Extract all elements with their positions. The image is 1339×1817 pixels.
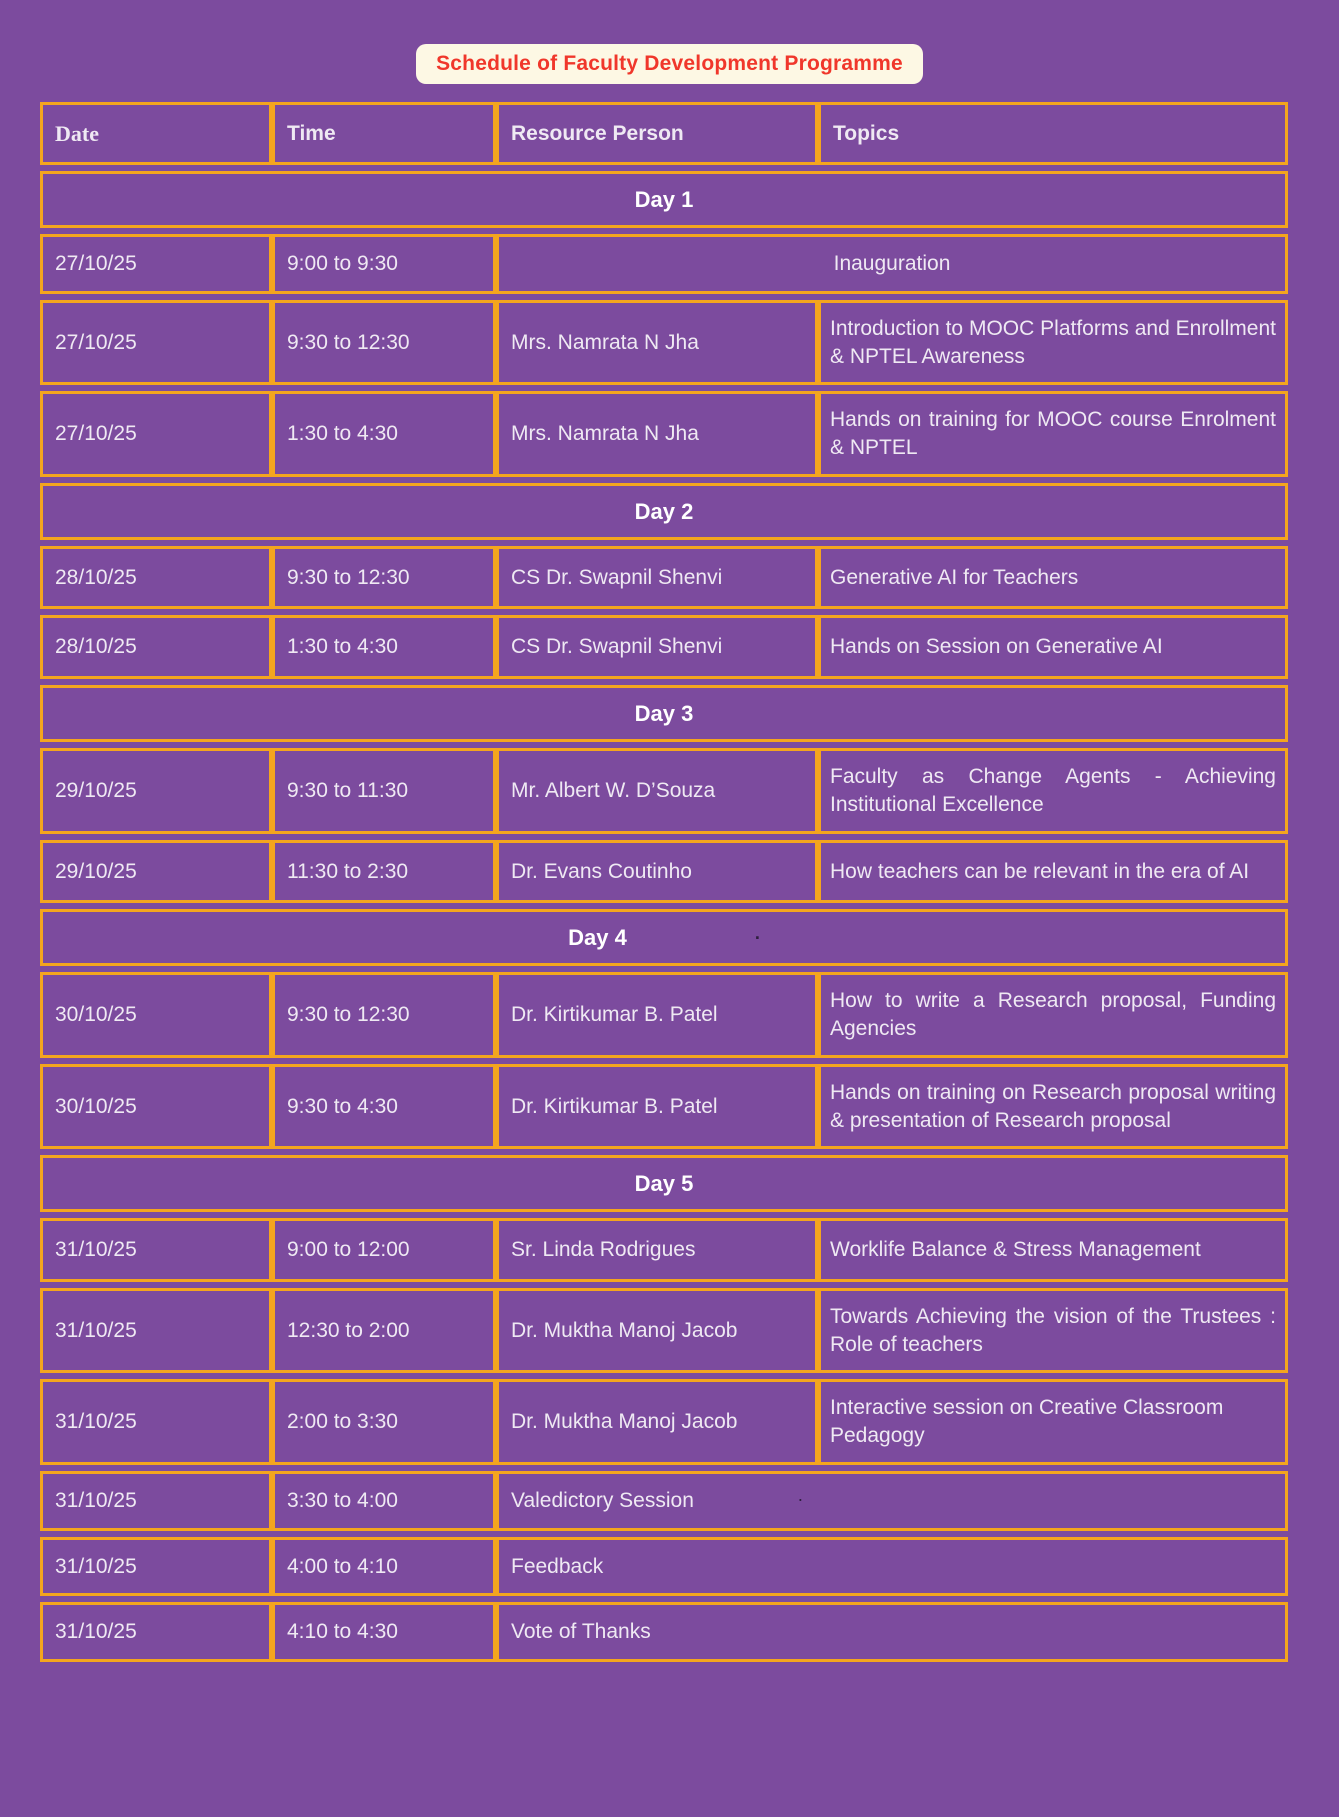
day-section-row xyxy=(40,1155,1288,1212)
date-cell: 31/10/25 xyxy=(40,1602,272,1662)
schedule-row xyxy=(40,840,1288,904)
header-row xyxy=(40,102,1288,165)
time-cell: 9:30 to 12:30 xyxy=(272,300,496,385)
stray-dot-artifact: . xyxy=(754,923,760,944)
time-cell: 12:30 to 2:00 xyxy=(272,1288,496,1373)
date-cell: 31/10/25 xyxy=(40,1288,272,1373)
day-label: Day 4 . xyxy=(40,909,1288,966)
person-cell: Sr. Linda Rodrigues xyxy=(496,1218,818,1282)
person-cell: Mrs. Namrata N Jha xyxy=(496,300,818,385)
topic-cell: Introduction to MOOC Platforms and Enrollment & NPTEL Awareness xyxy=(818,300,1288,385)
time-cell: 9:00 to 12:00 xyxy=(272,1218,496,1282)
day-section-row xyxy=(40,909,1288,966)
date-cell: 31/10/25 xyxy=(40,1537,272,1597)
date-cell: 31/10/25 xyxy=(40,1218,272,1282)
person-cell: Dr. Muktha Manoj Jacob xyxy=(496,1379,818,1464)
column-header-time: Time xyxy=(272,102,496,165)
time-cell: 2:00 to 3:30 xyxy=(272,1379,496,1464)
topic-cell: How to write a Research proposal, Funding Agencies xyxy=(818,972,1288,1057)
schedule-row xyxy=(40,391,1288,476)
date-cell: 29/10/25 xyxy=(40,840,272,904)
schedule-row xyxy=(40,300,1288,385)
date-cell: 31/10/25 xyxy=(40,1379,272,1464)
time-cell: 9:30 to 12:30 xyxy=(272,972,496,1057)
day-section-row xyxy=(40,685,1288,742)
time-cell: 9:30 to 4:30 xyxy=(272,1064,496,1149)
time-cell: 4:10 to 4:30 xyxy=(272,1602,496,1662)
column-header-date: Date xyxy=(40,102,272,165)
date-cell: 30/10/25 xyxy=(40,1064,272,1149)
day-section-row xyxy=(40,483,1288,540)
time-cell: 4:00 to 4:10 xyxy=(272,1537,496,1597)
date-cell: 28/10/25 xyxy=(40,615,272,679)
stray-dot-artifact: . xyxy=(797,1484,803,1505)
topic-cell: Faculty as Change Agents - Achieving Institutional Excellence xyxy=(818,748,1288,833)
day-label: Day 2 xyxy=(40,483,1288,540)
topic-cell: Generative AI for Teachers xyxy=(818,546,1288,610)
date-cell: 29/10/25 xyxy=(40,748,272,833)
date-cell: 31/10/25 xyxy=(40,1471,272,1531)
time-cell: 9:30 to 12:30 xyxy=(272,546,496,610)
schedule-row xyxy=(40,546,1288,610)
time-cell: 1:30 to 4:30 xyxy=(272,391,496,476)
person-cell: Mr. Albert W. D’Souza xyxy=(496,748,818,833)
schedule-row xyxy=(40,615,1288,679)
person-cell: Dr. Evans Coutinho xyxy=(496,840,818,904)
day-label: Day 1 xyxy=(40,171,1288,228)
schedule-row xyxy=(40,972,1288,1057)
schedule-row xyxy=(40,748,1288,833)
schedule-row xyxy=(40,234,1288,294)
event-cell: Vote of Thanks xyxy=(496,1602,1288,1662)
event-cell: Valedictory Session . xyxy=(496,1471,1288,1531)
topic-cell: Hands on Session on Generative AI xyxy=(818,615,1288,679)
day-label: Day 3 xyxy=(40,685,1288,742)
topic-cell: Hands on training for MOOC course Enrolment & NPTEL xyxy=(818,391,1288,476)
time-cell: 1:30 to 4:30 xyxy=(272,615,496,679)
time-cell: 9:30 to 11:30 xyxy=(272,748,496,833)
day-section-row xyxy=(40,171,1288,228)
person-cell: Mrs. Namrata N Jha xyxy=(496,391,818,476)
topic-cell: Interactive session on Creative Classroom Pedagogy xyxy=(818,1379,1288,1464)
person-cell: Dr. Kirtikumar B. Patel xyxy=(496,1064,818,1149)
schedule-row xyxy=(40,1218,1288,1282)
topic-cell: How teachers can be relevant in the era of AI xyxy=(818,840,1288,904)
time-cell: 3:30 to 4:00 xyxy=(272,1471,496,1531)
column-header-resource-person: Resource Person xyxy=(496,102,818,165)
date-cell: 30/10/25 xyxy=(40,972,272,1057)
person-cell: Dr. Muktha Manoj Jacob xyxy=(496,1288,818,1373)
date-cell: 27/10/25 xyxy=(40,234,272,294)
topic-cell: Worklife Balance & Stress Management xyxy=(818,1218,1288,1282)
day-label: Day 5 xyxy=(40,1155,1288,1212)
page-title: Schedule of Faculty Development Programme xyxy=(416,44,923,84)
event-cell: Inauguration xyxy=(496,234,1288,294)
event-cell: Feedback xyxy=(496,1537,1288,1597)
schedule-row xyxy=(40,1537,1288,1597)
person-cell: CS Dr. Swapnil Shenvi xyxy=(496,615,818,679)
time-cell: 9:00 to 9:30 xyxy=(272,234,496,294)
column-header-topics: Topics xyxy=(818,102,1288,165)
schedule-row xyxy=(40,1288,1288,1373)
person-cell: CS Dr. Swapnil Shenvi xyxy=(496,546,818,610)
schedule-table xyxy=(40,96,1288,1668)
topic-cell: Hands on training on Research proposal writing & presentation of Research proposal xyxy=(818,1064,1288,1149)
date-cell: 28/10/25 xyxy=(40,546,272,610)
date-cell: 27/10/25 xyxy=(40,300,272,385)
schedule-row xyxy=(40,1471,1288,1531)
date-cell: 27/10/25 xyxy=(40,391,272,476)
person-cell: Dr. Kirtikumar B. Patel xyxy=(496,972,818,1057)
schedule-row xyxy=(40,1064,1288,1149)
schedule-row xyxy=(40,1379,1288,1464)
time-cell: 11:30 to 2:30 xyxy=(272,840,496,904)
topic-cell: Towards Achieving the vision of the Trustees : Role of teachers xyxy=(818,1288,1288,1373)
schedule-row xyxy=(40,1602,1288,1662)
